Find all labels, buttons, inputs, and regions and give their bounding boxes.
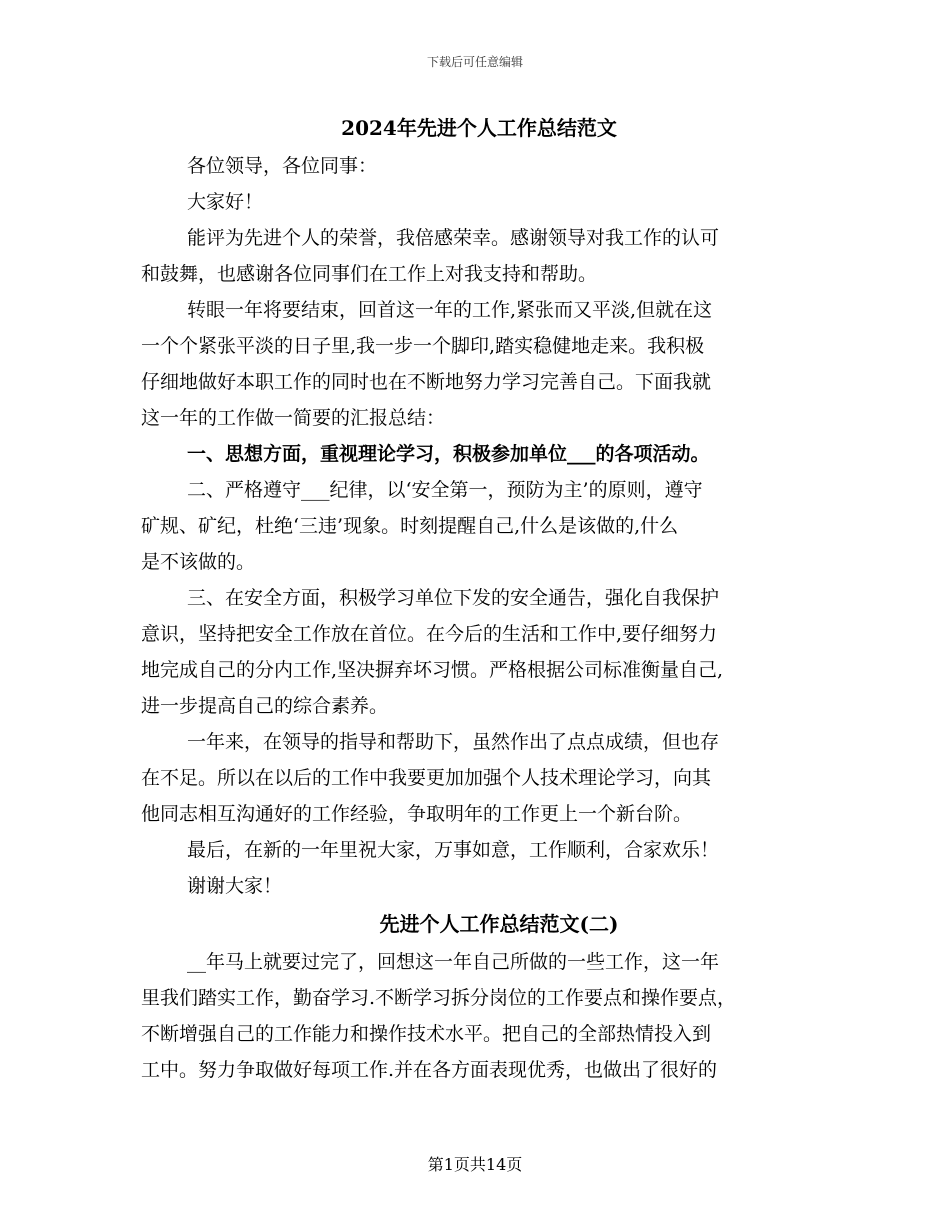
paragraph-line: 各位领导，各位同事：	[187, 155, 378, 177]
paragraph-line: 二、严格遵守___纪律，以‘安全第一，预防为主’的原则，遵守	[187, 479, 703, 501]
section-two	[141, 944, 797, 1088]
paragraph-line: 不断增强自己的工作能力和操作技术水平。把自己的全部热情投入到	[141, 1023, 712, 1045]
paragraph-line: 和鼓舞，也感谢各位同事们在工作上对我支持和帮助。	[141, 263, 598, 285]
section-one	[141, 148, 797, 904]
paragraph-line: 是不该做的。	[141, 551, 256, 573]
paragraph-line: 里我们踏实工作，勤奋学习.不断学习拆分岗位的工作要点和操作要点，	[141, 987, 737, 1009]
section-subtitle: 先进个人工作总结范文(二)	[379, 912, 619, 936]
document-title: 2024年先进个人工作总结范文	[341, 116, 617, 140]
paragraph-line: 意识，坚持把安全工作放在首位。在今后的生活和工作中,要仔细努力	[141, 623, 718, 645]
paragraph-line: 一年来，在领导的指导和帮助下，虽然作出了点点成绩，但也存	[187, 731, 720, 753]
paragraph-line: 一、思想方面，重视理论学习，积极参加单位___的各项活动。	[187, 443, 710, 465]
paragraph-line: 三、在安全方面，积极学习单位下发的安全通告，强化自我保护	[187, 587, 720, 609]
paragraph-line: 矿规、矿纪，杜绝‘三违’现象。时刻提醒自己,什么是该做的,什么	[141, 515, 679, 537]
page-footer: 第1页共14页	[427, 1155, 523, 1174]
paragraph-line: __年马上就要过完了，回想这一年自己所做的一些工作，这一年	[187, 951, 720, 973]
paragraph-line: 谢谢大家！	[187, 875, 283, 897]
paragraph-line: 地完成自己的分内工作,坚决摒弃坏习惯。严格根据公司标准衡量自己,	[141, 659, 724, 681]
paragraph-line: 一个个紧张平淡的日子里,我一步一个脚印,踏实稳健地走来。我积极	[141, 335, 705, 357]
paragraph-line: 这一年的工作做一简要的汇报总结：	[141, 407, 446, 429]
paragraph-line: 进一步提高自己的综合素养。	[141, 695, 389, 717]
paragraph-line: 在不足。所以在以后的工作中我要更加加强个人技术理论学习，向其	[141, 767, 712, 789]
paragraph-line: 最后，在新的一年里祝大家，万事如意，工作顺利，合家欢乐！	[187, 839, 720, 861]
paragraph-line: 工中。努力争取做好每项工作.并在各方面表现优秀，也做出了很好的	[141, 1059, 718, 1081]
paragraph-line: 大家好！	[187, 191, 264, 213]
document-body	[141, 108, 797, 1088]
paragraph-line: 仔细地做好本职工作的同时也在不断地努力学习完善自己。下面我就	[141, 371, 712, 393]
paragraph-line: 转眼一年将要结束，回首这一年的工作,紧张而又平淡,但就在这	[187, 299, 713, 321]
paragraph-line: 能评为先进个人的荣誉，我倍感荣幸。感谢领导对我工作的认可	[187, 227, 720, 249]
paragraph-line: 他同志相互沟通好的工作经验，争取明年的工作更上一个新台阶。	[141, 803, 693, 825]
header-note: 下载后可任意编辑	[426, 55, 523, 69]
